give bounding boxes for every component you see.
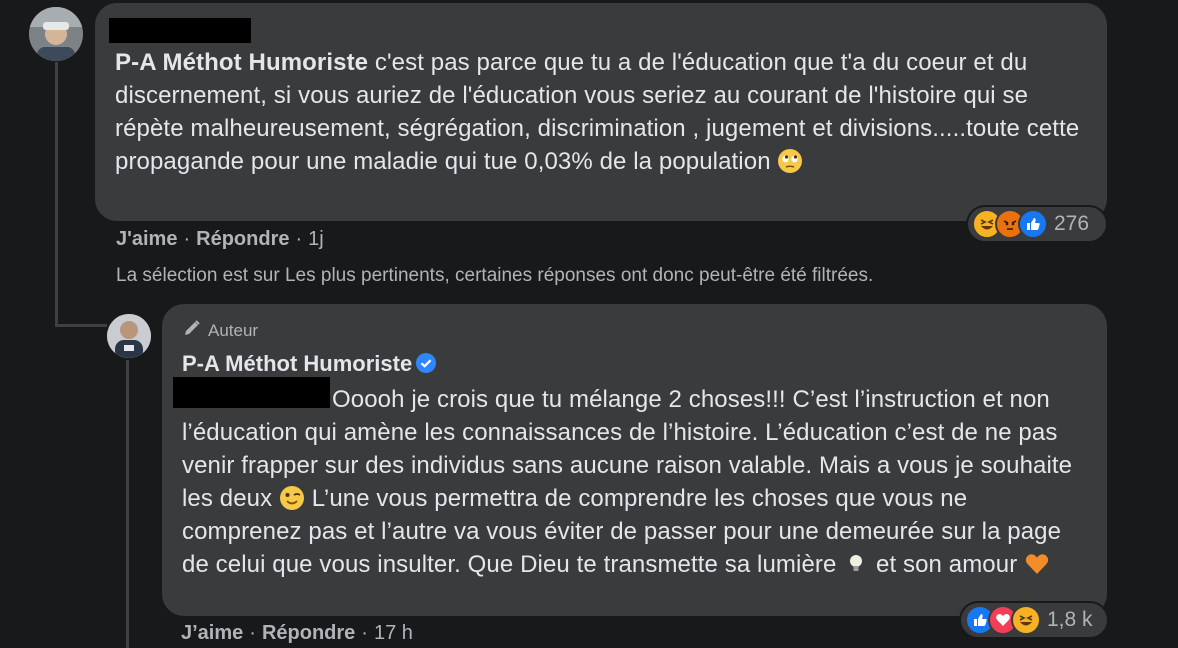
face-with-rolling-eyes-icon [777, 148, 803, 175]
like-button[interactable]: J’aime [181, 622, 244, 644]
orange-heart-icon [1024, 551, 1050, 578]
commenter-avatar[interactable] [29, 7, 83, 61]
reply-body-part1: Ooooh je crois que tu mélange 2 choses!!! C’est l’instruction et non l’éducation qui amène les connaissances de l’histoire. L’éducation c’est de ne pas venir frapper sur des individus sans aucune raison valable. Mais a vous je souhaite les deux [182, 386, 1073, 512]
winking-face-icon [279, 485, 305, 512]
reply-text [182, 383, 1087, 581]
author-badge-label: Auteur [208, 320, 259, 340]
reply-author-avatar[interactable] [107, 314, 151, 358]
like-reaction-icon [1018, 209, 1048, 239]
comment-reactions[interactable] [968, 207, 1106, 241]
reaction-count: 276 [1054, 212, 1090, 235]
reply-author[interactable]: P-A Méthot Humoriste [182, 351, 413, 376]
comment-text [115, 46, 1087, 178]
pencil-icon [182, 318, 202, 343]
comment-actions: J'aime · Répondre · 1j [116, 228, 324, 250]
reply-author-row [182, 349, 1087, 379]
comment-time[interactable]: 1j [308, 228, 324, 250]
reply-button[interactable]: Répondre [196, 228, 290, 250]
verified-badge-icon [412, 351, 436, 376]
redacted-mention [173, 377, 330, 408]
like-button[interactable]: J'aime [116, 228, 178, 250]
filter-notice: La sélection est sur Les plus pertinents, certaines réponses ont donc peut-être été filtrées. [116, 265, 874, 286]
haha-reaction-icon [1011, 605, 1041, 635]
comment-bubble [95, 3, 1107, 221]
thread-line-reply [126, 360, 129, 648]
thread-line [55, 62, 58, 324]
reply-bubble [162, 304, 1107, 616]
light-bulb-icon [843, 551, 869, 578]
reply-reactions[interactable] [961, 603, 1107, 637]
reply-body-part3: et son amour [876, 551, 1018, 578]
comment-body: c'est pas parce que tu a de l'éducation que t'a du coeur et du discernement, si vous auriez de l'éducation vous seriez au courant de l'histoire qui se répète malheureusement, ségrégation, discrimination , jugement et divisions.....toute cette propagande pour une maladie qui tue 0,03% de la population [115, 49, 1080, 175]
reply-button[interactable]: Répondre [261, 622, 356, 644]
thread-line-branch [55, 324, 107, 327]
redacted-name [109, 18, 251, 43]
reply-body-part2: L’une vous permettra de comprendre les choses que vous ne comprenez pas et l’autre va vous éviter de passer pour une demeurée sur la page de celui que vous insulter. Que Dieu te transmette sa lumière [182, 485, 1062, 578]
reply-actions: J’aime · Répondre · 17 h [181, 622, 413, 644]
comment-author[interactable]: P-A Méthot Humoriste [115, 49, 369, 76]
author-badge [182, 318, 1087, 343]
reply-time[interactable]: 17 h [373, 622, 413, 644]
reaction-count: 1,8 k [1047, 608, 1093, 631]
